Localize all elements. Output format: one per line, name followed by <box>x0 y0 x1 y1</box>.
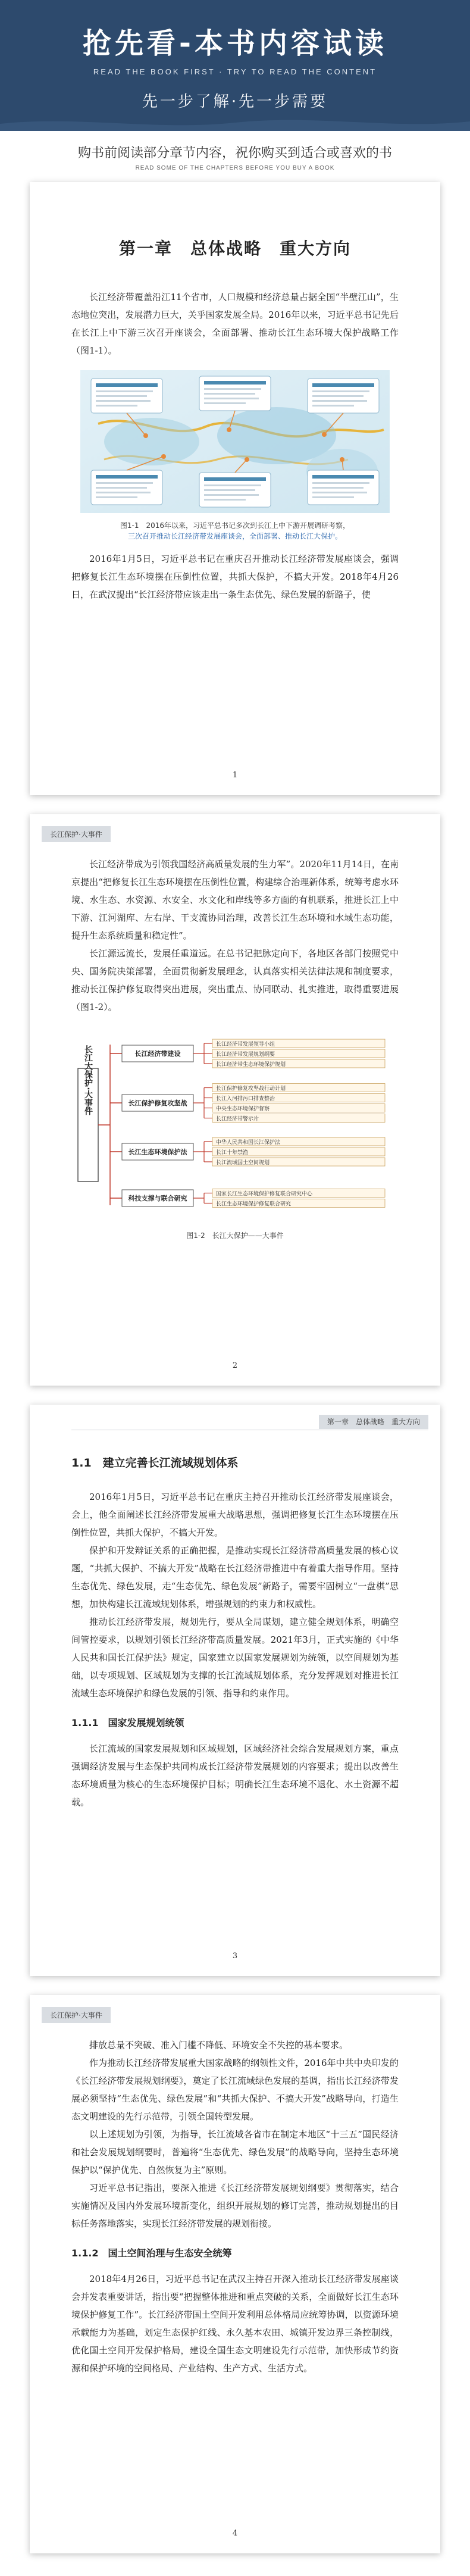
mind-map-item-label: 中华人民共和国长江保护法 <box>216 1140 281 1146</box>
figure-1-1 <box>71 370 399 515</box>
paragraph: 长江流域的国家发展规划和区域规划，区域经济社会综合发展规划方案，重点强调经济发展与生态保护共同构成长江经济带发展规划的内容要求；提出以改善生态环境质量为核心的生态环境保护目标；明确长江生态环境不退化、水土资源不超载。 <box>71 1743 399 1808</box>
page-number: 4 <box>232 2529 238 2538</box>
book-page-2 <box>30 814 440 1386</box>
paragraph: 2018年4月26日，习近平总书记在武汉主持召开深入推动长江经济带发展座谈会并发表重要讲话，指出要“把握整体推进和重点突破的关系，全面做好长江生态环境保护修复工作”。长江经济带国土空间开发利用总体格局应统筹协调，以资源环境承载能力为基础，划定生态保护红线、永久基本农田、城镇开发边界三条控制线，优化国土空间开发保护格局，建设全国生态文明建设先行示范带，加快形成节约资源和保护环境的空间格局、产业结构、生产方式、生活方式。 <box>71 2274 399 2374</box>
paragraph: 长江源远流长，发展任重道远。在总书记把脉定向下，各地区各部门按照党中央、国务院决策部署，全面贯彻新发展理念，认真落实相关法律法规和制度要求，推动长江保护修复取得突出进展，突出重点、协同联动、扎实推进，取得重要进展（图1-2）。 <box>71 948 399 1012</box>
mind-map-item-label: 国家长江生态环境保护修复联合研究中心 <box>216 1191 313 1198</box>
paragraph: 长江经济带覆盖沿江11个省市，人口规模和经济总量占据全国“半壁江山”，生态地位突出，发展潜力巨大，关乎国家发展全局。2016年以来，习近平总书记先后在长江上中下游三次召开座谈会，全面部署、推动长江生态环境大保护战略工作（图1-1）。 <box>71 292 399 356</box>
paragraph: 以上述规划为引领，为指导，长江流域各省市在制定本地区“十三五”国民经济和社会发展规划纲要时，普遍将“生态优先、绿色发展”的战略导向，坚持生态环境保护以“保护优先、自然恢复为主”原则。 <box>71 2129 399 2175</box>
paragraph: 保护和开发辩证关系的正确把握，是推动实现长江经济带高质量发展的核心议题，“共抓大保护、不搞大开发”战略在长江经济带推进中有着重大指导作用。坚持生态优先、绿色发展，走“生态优先、绿色发展”新路子，需要牢固树立“一盘棋”思想，加快构建长江流域规划体系，增强规划的约束力和权威性。 <box>71 1545 399 1609</box>
mind-map-branch-label: 长江保护修复攻坚战 <box>128 1099 187 1107</box>
mind-map-connector <box>193 1142 204 1162</box>
mind-map-root: 长江大保护·大事件 <box>83 1045 93 1115</box>
figure-1-2-mind-map <box>71 1027 399 1226</box>
book-page-4 <box>30 1995 440 2553</box>
paragraph: 习近平总书记指出，要深入推进《长江经济带发展规划纲要》贯彻落实，结合实施情况及国内外发展环境新变化，组织开展规划的修订完善，推动规划提出的目标任务落地落实，实现长江经济带发展的规划衔接。 <box>71 2183 399 2229</box>
running-header: 长江保护·大事件 <box>42 826 111 842</box>
mind-map-item-label: 长江经济带发展领导小组 <box>216 1042 275 1048</box>
intro-text: 购书前阅读部分章节内容，祝你购买到适合或喜欢的书 <box>77 146 392 161</box>
mind-map-item-label: 长江经济带警示片 <box>216 1116 259 1123</box>
mind-map-item-label: 长江经济带发展规划纲要 <box>216 1052 275 1058</box>
running-header-label: 第一章 总体战略 重大方向 <box>319 1415 428 1429</box>
chapter-title: 第一章 总体战略 重大方向 <box>118 239 351 258</box>
mind-map-item-label: 中央生态环境保护督察 <box>216 1106 270 1112</box>
page-number: 2 <box>232 1361 238 1370</box>
header-banner <box>0 0 470 131</box>
running-header <box>71 1417 428 1430</box>
mind-map-connector <box>193 1088 204 1118</box>
paragraph: 长江经济带成为引领我国经济高质量发展的生力军”。2020年11月14日，在南京提出“把修复长江生态环境摆在压倒性位置，构建综合治理新体系，统筹考虑水环境、水生态、水资源、水安全、水文化和岸线等多方面的有机联系，推进长江上中下游、江河湖库、左右岸、干支流协同治理，改善长江生态环境和水域生态功能，提升生态系统质量和稳定性”。 <box>71 859 399 941</box>
figure-caption <box>71 520 399 542</box>
mind-map-connector <box>193 1193 204 1203</box>
book-page-1 <box>30 182 440 795</box>
mind-map-item-label: 长江入河排污口排查整治 <box>216 1096 275 1102</box>
page-number: 3 <box>232 1952 238 1961</box>
book-page-3 <box>30 1405 440 1976</box>
page-number: 1 <box>232 771 238 780</box>
caption-line: 三次召开推动长江经济带发展座谈会，全面部署、推动长江大保护。 <box>127 532 342 540</box>
mind-map-item-label: 长江十年禁渔 <box>216 1150 249 1156</box>
mind-map-branch-label: 长江生态环境保护法 <box>128 1148 187 1156</box>
subsection-title: 1.1.1 国家发展规划统领 <box>71 1717 184 1728</box>
mind-map-item-label: 长江流域国土空间规划 <box>216 1160 270 1166</box>
running-header: 长江保护·大事件 <box>42 2007 111 2023</box>
figure-caption: 图1-2 长江大保护——大事件 <box>186 1231 284 1240</box>
banner-wave-decoration <box>0 113 470 131</box>
paragraph: 2016年1月5日，习近平总书记在重庆召开推动长江经济带发展座谈会，强调把修复长江生态环境摆在压倒性位置，共抓大保护，不搞大开发。2018年4月26日，在武汉提出“长江经济带应该走出一条生态优先、绿色发展的新路子，使 <box>71 554 399 600</box>
mind-map-diagram <box>74 1027 396 1223</box>
section-title: 1.1 建立完善长江流域规划体系 <box>71 1456 239 1470</box>
banner-subtitle-en: READ THE BOOK FIRST · TRY TO READ THE CONTENT <box>93 67 377 76</box>
mind-map-item-label: 长江保护修复攻坚战行动计划 <box>216 1086 286 1092</box>
banner-title: 抢先看-本书内容试读 <box>83 27 387 60</box>
banner-slogan: 先一步了解·先一步需要 <box>142 93 328 111</box>
map-illustration <box>80 370 390 513</box>
subsection-title: 1.1.2 国土空间治理与生态安全统筹 <box>71 2247 232 2259</box>
intro-section <box>0 131 470 182</box>
mind-map-branch-label: 长江经济带建设 <box>134 1050 181 1058</box>
intro-text-en: READ SOME OF THE CHAPTERS BEFORE YOU BUY A BOOK <box>135 165 335 171</box>
mind-map-item-label: 长江经济带生态环境保护规划 <box>216 1062 286 1068</box>
mind-map-item-label: 长江生态环境保护修复联合研究 <box>216 1201 292 1208</box>
paragraph: 2016年1月5日，习近平总书记在重庆主持召开推动长江经济带发展座谈会，会上，他全面阐述长江经济带发展重大战略思想，强调把修复长江生态环境摆在压倒性位置，共抓大保护，不搞大开发。 <box>71 1492 399 1538</box>
paragraph: 作为推动长江经济带发展重大国家战略的纲领性文件，2016年中共中央印发的《长江经济带发展规划纲要》，奠定了长江流域绿色发展的基调，指出长江经济带发展必须坚持“生态优先、绿色发展”和“共抓大保护、不搞大开发”战略导向，打造生态文明建设的先行示范带，引领全国转型发展。 <box>71 2058 399 2122</box>
paragraph: 推动长江经济带发展，规划先行，要从全局谋划，建立健全规划体系，明确空间管控要求，以规划引领长江经济带高质量发展。2021年3月，正式实施的《中华人民共和国长江保护法》规定，国家建立以国家发展规划为统领，以空间规划为基础，以专项规划、区域规划为支撑的长江流域规划体系，充分发挥规划对推进长江流域生态环境保护和绿色发展的引领、指导和约束作用。 <box>71 1617 399 1699</box>
mind-map-connector <box>193 1043 204 1064</box>
mind-map-branch-label: 科技支撑与联合研究 <box>128 1195 187 1202</box>
paragraph: 排放总量不突破、准入门槛不降低、环境安全不失控的基本要求。 <box>89 2040 349 2050</box>
caption-line: 图1-1 2016年以来，习近平总书记多次到长江上中下游开展调研考察， <box>120 521 350 530</box>
